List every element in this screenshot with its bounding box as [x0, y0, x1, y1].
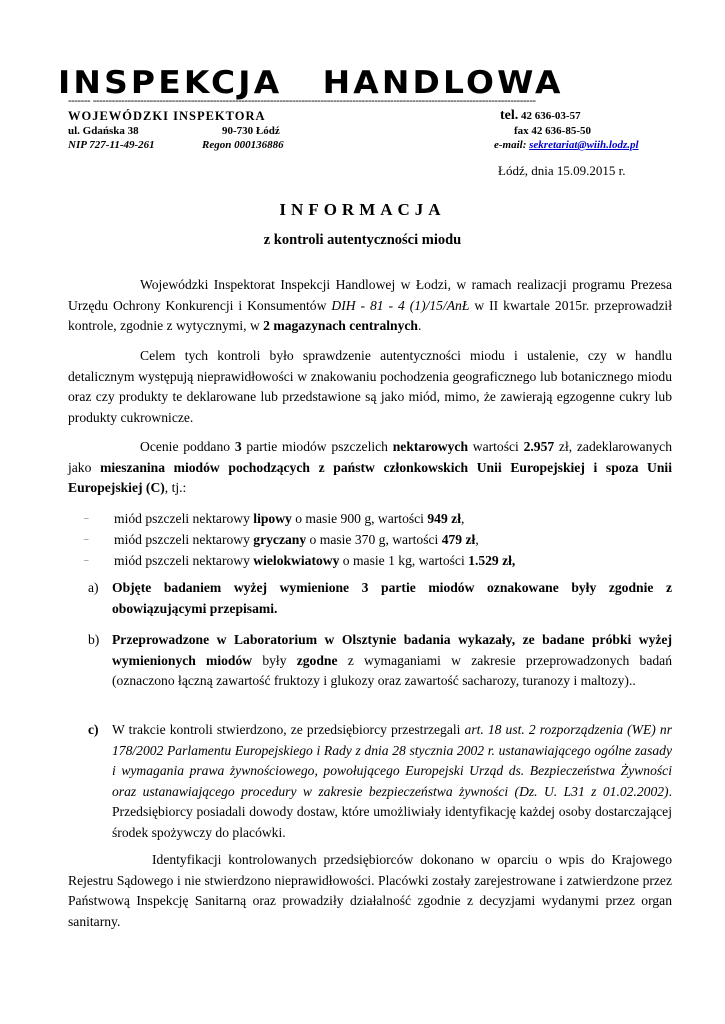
intro-warehouses: 2 magazynach centralnych: [263, 318, 418, 333]
paragraph-identification: [68, 850, 672, 932]
document-title: INFORMACJA: [279, 200, 446, 219]
list-dash: –: [84, 555, 89, 565]
list-dash: –: [84, 534, 89, 544]
item-value: 479 zł: [441, 532, 476, 547]
item-text: ,: [475, 532, 479, 547]
finding-c-regulation: art. 18 ust. 2 rozporządzenia (WE) nr 178/2002 Parlamentu Europejskiego i Rady z dnia 28 stycznia 2002 r. ustanawiającego ogólne zasady i wymagania prawa żywnościowego, powołującego Europejski Urząd ds. Bezpieczeństwa Żywności oraz ustanawiającego procedury w zakresie bezpieczeństwa żywności (Dz. U. L31 z 01.02.2002): [112, 722, 672, 799]
purpose-text: Celem tych kontroli było sprawdzenie autentyczności miodu i ustalenie, czy w handlu detalicznym występują nieprawidłowości w znakowaniu pochodzenia geograficznego lub botanicznego miodu oraz czy produkty te deklarowane lub przedstawione są jako miód, mimo, że zawierają egzogenne cukry lub produkty cukrownicze.: [68, 348, 672, 425]
eval-declared-origin: mieszanina miodów pochodzących z państw członkowskich Unii Europejskiej i spoza Unii Europejskiej (C): [68, 459, 672, 495]
eval-text-1: Ocenie poddano: [140, 439, 235, 454]
item-text: miód pszczeli nektarowy: [114, 511, 254, 526]
eval-type: nektarowych: [392, 439, 469, 454]
eval-text-5: , tj.:: [164, 480, 187, 495]
regon-number: Regon 000136886: [202, 139, 284, 151]
finding-b-text-2: z wymaganiami w zakresie przeprowadzonych badań (oznaczono łączną zawartość fruktozy i glukozy oraz zawartość sacharozy, turanozy i maltozy)..: [112, 652, 673, 688]
street-address: ul. Gdańska 38: [68, 125, 139, 137]
paragraph-intro: [68, 275, 672, 337]
org-title-word2: HANDLOWA: [322, 65, 564, 101]
honey-list: [84, 508, 644, 571]
item-text: miód pszczeli nektarowy: [114, 553, 254, 568]
phone-label: tel.: [500, 108, 519, 123]
item-value: 1.529 zł,: [468, 553, 516, 568]
finding-c: [88, 720, 672, 843]
finding-c-text-1: W trakcie kontroli stwierdzono, ze przedsiębiorcy przestrzegali: [112, 722, 465, 737]
eval-text-3: wartości: [468, 439, 524, 454]
finding-b: [88, 630, 672, 692]
finding-b-text-1: były: [252, 652, 297, 668]
finding-a-marker: a): [88, 580, 99, 595]
item-text: o masie 900 g, wartości: [291, 511, 428, 526]
phone-number: 42 636-03-57: [521, 110, 581, 122]
email-label: e-mail:: [494, 139, 527, 151]
item-text: o masie 370 g, wartości: [306, 532, 442, 547]
email-link[interactable]: sekretariat@wiih.lodz.pl: [529, 139, 639, 151]
item-text: o masie 1 kg, wartości: [339, 553, 469, 568]
fax-number: fax 42 636-85-50: [514, 125, 591, 137]
item-variety: wielokwiatowy: [253, 553, 340, 568]
phone-line: [500, 109, 581, 123]
item-variety: gryczany: [253, 532, 307, 547]
finding-c-text-2: . Przedsiębiorcy posiadali dowody dostaw, które umożliwiały identyfikację każdej osoby dostarczającej środek spożywczy do placówki.: [112, 783, 672, 840]
header-separator: ------- --------------------------------------------------------------------------------------------------------------------------------------------: [68, 96, 536, 106]
intro-text-3: .: [417, 318, 422, 333]
item-variety: lipowy: [253, 511, 292, 526]
finding-b-marker: b): [88, 632, 100, 647]
intro-program-code: DIH - 81 - 4 (1)/15/AnŁ: [331, 297, 470, 313]
list-dash: –: [84, 513, 89, 523]
org-title-word1: INSPEKCJA: [58, 65, 283, 101]
nip-number: NIP 727-11-49-261: [68, 139, 155, 151]
paragraph-evaluation: [68, 437, 672, 499]
eval-value: 2.957: [523, 439, 555, 454]
organization-title: [58, 66, 707, 100]
intro-text-2: w II kwartale 2015r. przeprowadził kontrole, zgodnie z wytycznymi, w: [68, 297, 672, 333]
item-text: miód pszczeli nektarowy: [114, 532, 254, 547]
finding-c-marker: c): [88, 722, 99, 737]
finding-a: [88, 578, 672, 619]
list-item: [84, 529, 644, 550]
eval-text-2: partie miodów pszczelich: [241, 439, 393, 454]
finding-b-result: zgodne: [296, 652, 338, 668]
document-date: Łódź, dnia 15.09.2015 r.: [498, 163, 626, 178]
document-subtitle: z kontroli autentyczności miodu: [263, 232, 462, 248]
finding-a-text: Objęte badaniem wyżej wymienione 3 partie miodów oznakowane były zgodnie z obowiązującymi przepisami.: [112, 580, 672, 616]
intro-text-1: Wojewódzki Inspektorat Inspekcji Handlowej w Łodzi, w ramach realizacji programu Prezesa Urzędu Ochrony Konkurencji i Konsumentów: [68, 277, 672, 313]
identification-text: Identyfikacji kontrolowanych przedsiębiorców dokonano w oparciu o wpis do Krajowego Rejestru Sądowego i nie stwierdzono nieprawidłowości. Placówki zostały zarejestrowane i zatwierdzone przez Państwową Inspekcję Sanitarną oraz prowadziły działalność zgodnie z decyzjami wydanymi przez organ sanitarny.: [68, 852, 672, 929]
list-item: [84, 508, 644, 529]
postal-address: 90-730 Łódź: [222, 125, 280, 137]
office-name: WOJEWÓDZKI INSPEKTORA: [68, 109, 266, 123]
eval-count: 3: [234, 439, 242, 454]
email-line: [494, 139, 639, 152]
list-item: [84, 550, 644, 571]
item-text: ,: [460, 511, 465, 526]
finding-b-lab: Przeprowadzone w Laboratorium w Olsztynie badania wykazały, ze badane próbki wyżej wymienionych miodów: [112, 632, 672, 668]
item-value: 949 zł: [427, 511, 461, 526]
paragraph-purpose: [68, 346, 672, 428]
eval-text-4: zł, zadeklarowanych jako: [68, 439, 672, 475]
